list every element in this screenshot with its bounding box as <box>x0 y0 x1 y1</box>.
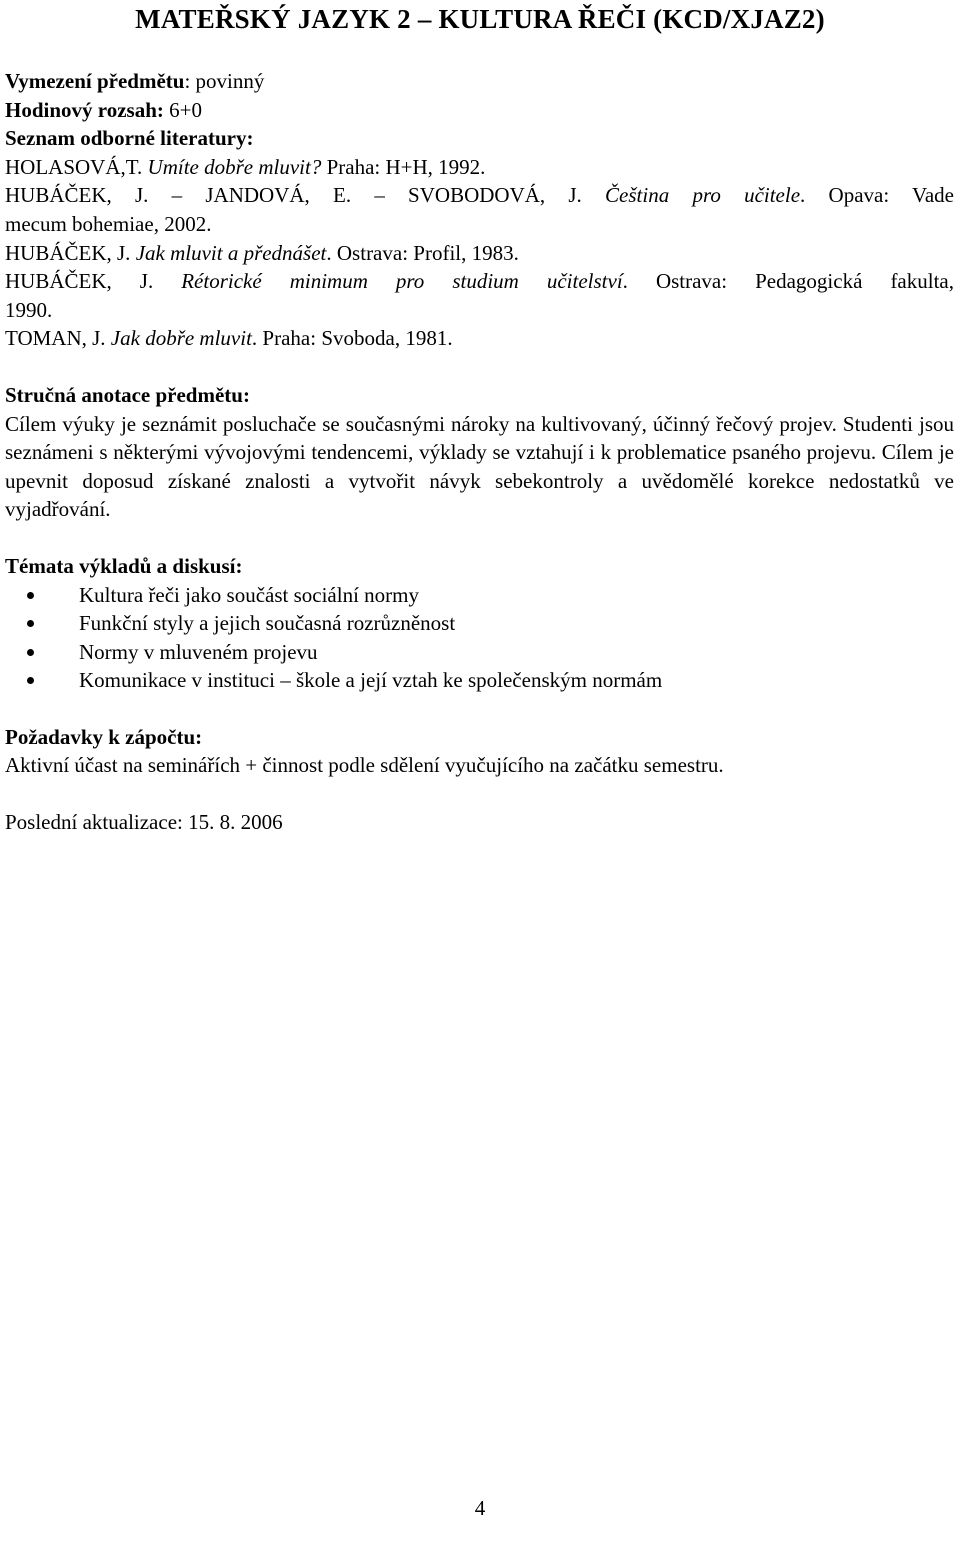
scope-line <box>5 67 954 96</box>
literature-author: TOMAN, J. <box>5 326 111 351</box>
bullet-icon <box>27 677 34 684</box>
requirements-text: Aktivní účast na seminářích + činnost podle sdělení vyučujícího na začátku semestru. <box>5 753 724 778</box>
topics-list <box>5 581 954 695</box>
literature-item-continued: 1990. <box>5 297 53 322</box>
literature-item <box>5 153 954 182</box>
bullet-icon <box>27 592 34 599</box>
literature-author: HOLASOVÁ,T. <box>5 154 148 179</box>
course-content <box>5 67 954 837</box>
literature-publisher: . Praha: Svoboda, 1981. <box>251 326 453 351</box>
list-item <box>5 609 954 638</box>
literature-author: HUBÁČEK, J. <box>5 269 182 294</box>
literature-title: Jak dobře mluvit <box>110 326 252 351</box>
scope-label: Vymezení předmětu <box>5 69 185 93</box>
list-item <box>5 638 954 667</box>
literature-item <box>5 267 954 296</box>
literature-item <box>5 181 954 210</box>
literature-publisher: . Ostrava: Pedagogická fakulta, <box>622 269 954 294</box>
list-item <box>5 581 954 610</box>
annotation-heading: Stručná anotace předmětu: <box>5 382 250 407</box>
literature-item-continued: mecum bohemiae, 2002. <box>5 211 212 236</box>
page-number: 4 <box>474 1496 486 1520</box>
page-title: MATEŘSKÝ JAZYK 2 – KULTURA ŘEČI (KCD/XJAZ2) <box>135 4 825 34</box>
literature-item <box>5 239 954 268</box>
list-item <box>5 666 954 695</box>
literature-heading: Seznam odborné literatury: <box>5 126 254 151</box>
literature-publisher: Praha: H+H, 1992. <box>321 154 486 179</box>
topic-text: Kultura řeči jako součást sociální normy <box>79 582 419 607</box>
hours-line <box>5 96 954 125</box>
literature-title: Jak mluvit a přednášet <box>135 240 327 265</box>
topic-text: Komunikace v instituci – škole a její vztah ke společenským normám <box>79 668 663 693</box>
last-update: Poslední aktualizace: 15. 8. 2006 <box>5 810 283 835</box>
requirements-heading: Požadavky k zápočtu: <box>5 724 203 749</box>
literature-title: Čeština pro učitele <box>605 183 801 208</box>
topic-text: Funkční styly a jejich současná rozrůzněnost <box>79 611 456 636</box>
scope-value: : povinný <box>184 69 265 93</box>
literature-publisher: . Ostrava: Profil, 1983. <box>326 240 519 265</box>
literature-publisher: . Opava: Vade <box>800 183 955 208</box>
literature-list <box>5 153 954 353</box>
bullet-icon <box>27 620 34 627</box>
annotation-text: Cílem výuky je seznámit posluchače se současnými nároky na kultivovaný, účinný řečový projev. Studenti jsou seznámeni s některými vývojovými tendencemi, výklady se vztahují i k problematice psaného projevu. Cílem je upevnit doposud získané znalosti a vytvořit návyk sebekontroly a uvědomělé korekce nedostatků ve vyjadřování. <box>5 411 954 522</box>
hours-label: Hodinový rozsah: <box>5 97 164 122</box>
bullet-icon <box>27 649 34 656</box>
literature-title: Rétorické minimum pro studium učitelství <box>181 269 623 294</box>
topics-heading: Témata výkladů a diskusí: <box>5 553 243 578</box>
topic-text: Normy v mluveném projevu <box>79 639 318 664</box>
literature-item <box>5 324 954 353</box>
hours-value: 6+0 <box>163 97 202 122</box>
literature-title: Umíte dobře mluvit? <box>147 154 322 179</box>
literature-author: HUBÁČEK, J. <box>5 240 136 265</box>
literature-author: HUBÁČEK, J. – JANDOVÁ, E. – SVOBODOVÁ, J. <box>5 183 606 208</box>
